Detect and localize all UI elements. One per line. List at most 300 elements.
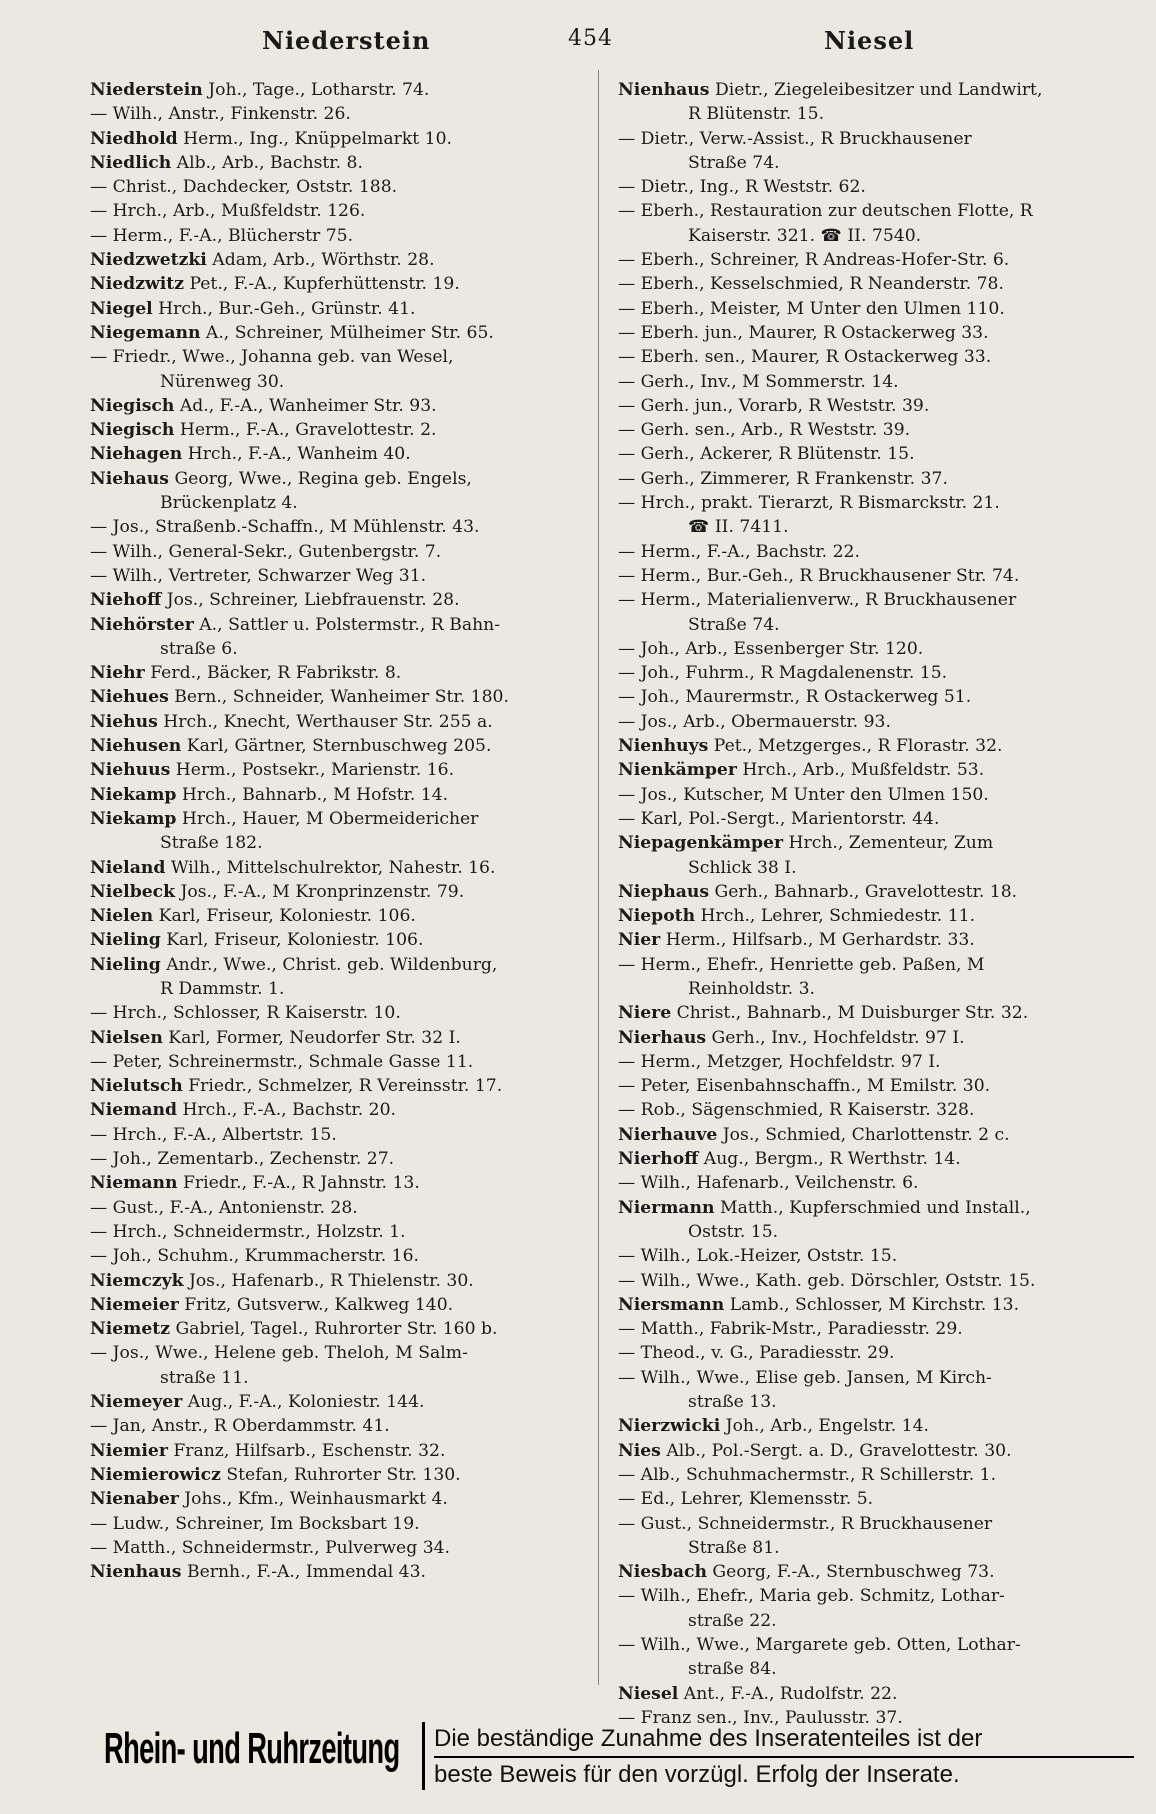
entry-details: Kaiserstr. 321. ☎ II. 7540. bbox=[688, 225, 922, 246]
directory-entry bbox=[618, 1390, 1123, 1414]
directory-entry bbox=[618, 977, 1123, 1001]
directory-entry bbox=[618, 1123, 1123, 1147]
directory-entry bbox=[618, 394, 1123, 418]
directory-entry bbox=[90, 1123, 590, 1147]
entry-surname: Niemeyer bbox=[90, 1392, 183, 1413]
directory-entry bbox=[618, 321, 1123, 345]
entry-details: Franz, Hilfsarb., Eschenstr. 32. bbox=[167, 1440, 446, 1461]
directory-entry bbox=[618, 102, 1123, 126]
directory-entry bbox=[90, 515, 590, 539]
directory-entry bbox=[90, 224, 590, 248]
entry-details: — Herm., Metzger, Hochfeldstr. 97 I. bbox=[618, 1051, 941, 1072]
directory-entry bbox=[618, 467, 1123, 491]
directory-entry bbox=[618, 1487, 1123, 1511]
entry-details: — Hrch., F.-A., Albertstr. 15. bbox=[90, 1124, 337, 1145]
directory-entry bbox=[90, 880, 590, 904]
entry-details: Straße 74. bbox=[688, 614, 780, 635]
directory-entry bbox=[618, 685, 1123, 709]
entry-details: — Eberh., Schreiner, R Andreas-Hofer-Str. 6. bbox=[618, 250, 1010, 271]
directory-entry bbox=[618, 1171, 1123, 1195]
directory-entry bbox=[90, 418, 590, 442]
header-left-keyword: Niederstein bbox=[262, 26, 431, 55]
entry-surname: Niesbach bbox=[618, 1562, 707, 1583]
directory-entry bbox=[618, 1512, 1123, 1536]
entry-surname: Niegel bbox=[90, 298, 153, 319]
entry-details: Brückenplatz 4. bbox=[160, 493, 298, 514]
entry-details: — Wilh., Vertreter, Schwarzer Weg 31. bbox=[90, 565, 427, 586]
entry-details: — Joh., Arb., Essenberger Str. 120. bbox=[618, 638, 924, 659]
directory-entry bbox=[90, 588, 590, 612]
entry-details: — Hrch., Schlosser, R Kaiserstr. 10. bbox=[90, 1003, 401, 1024]
directory-entry bbox=[618, 661, 1123, 685]
entry-surname: Niehuus bbox=[90, 760, 171, 781]
entry-details: — Gerh., Zimmerer, R Frankenstr. 37. bbox=[618, 468, 948, 489]
entry-details: — Wilh., Hafenarb., Veilchenstr. 6. bbox=[618, 1173, 919, 1194]
directory-entry bbox=[618, 758, 1123, 782]
directory-entry bbox=[618, 151, 1123, 175]
directory-entry bbox=[618, 1414, 1123, 1438]
entry-details: Hrch., F.-A., Wanheim 40. bbox=[182, 444, 411, 465]
entry-surname: Nierhoff bbox=[618, 1149, 699, 1170]
entry-details: Nürenweg 30. bbox=[160, 371, 285, 392]
entry-surname: Niemann bbox=[90, 1173, 178, 1194]
entry-details: — Eberh., Restauration zur deutschen Flotte, R bbox=[618, 201, 1033, 222]
entry-surname: Niesel bbox=[618, 1683, 679, 1704]
entry-surname: Nienaber bbox=[90, 1489, 179, 1510]
entry-surname: Niedzwetzki bbox=[90, 250, 207, 271]
entry-details: — Alb., Schuhmachermstr., R Schillerstr. 1. bbox=[618, 1464, 997, 1485]
directory-entry bbox=[90, 1220, 590, 1244]
entry-surname: Niegisch bbox=[90, 420, 175, 441]
entry-surname: Nieland bbox=[90, 857, 166, 878]
entry-details: — Eberh., Meister, M Unter den Ulmen 110. bbox=[618, 298, 1005, 319]
directory-entry bbox=[618, 1244, 1123, 1268]
directory-entry bbox=[618, 564, 1123, 588]
directory-entry bbox=[90, 564, 590, 588]
directory-entry bbox=[90, 1390, 590, 1414]
directory-entry bbox=[618, 272, 1123, 296]
directory-entry bbox=[90, 904, 590, 928]
directory-entry bbox=[618, 1001, 1123, 1025]
entry-details: Aug., Bergm., R Werthstr. 14. bbox=[698, 1149, 961, 1170]
directory-entry bbox=[618, 345, 1123, 369]
entry-details: — Karl, Pol.-Sergt., Marientorstr. 44. bbox=[618, 808, 940, 829]
directory-entry bbox=[90, 370, 590, 394]
directory-entry bbox=[618, 953, 1123, 977]
directory-entry bbox=[90, 661, 590, 685]
directory-entry bbox=[618, 1074, 1123, 1098]
directory-entry bbox=[618, 1439, 1123, 1463]
entry-details: Lamb., Schlosser, M Kirchstr. 13. bbox=[724, 1294, 1020, 1315]
directory-entry bbox=[90, 1244, 590, 1268]
entry-details: Aug., F.-A., Koloniestr. 144. bbox=[182, 1392, 425, 1413]
entry-details: straße 13. bbox=[688, 1392, 777, 1413]
entry-surname: Niehues bbox=[90, 687, 169, 708]
entry-details: Friedr., Schmelzer, R Vereinsstr. 17. bbox=[182, 1076, 503, 1097]
directory-entry bbox=[90, 127, 590, 151]
entry-details: — Joh., Fuhrm., R Magdalenenstr. 15. bbox=[618, 663, 948, 684]
entry-details: — Wilh., Ehefr., Maria geb. Schmitz, Lothar- bbox=[618, 1586, 1005, 1607]
directory-entry bbox=[90, 1293, 590, 1317]
entry-details: Gerh., Inv., Hochfeldstr. 97 I. bbox=[706, 1027, 965, 1048]
directory-entry bbox=[90, 199, 590, 223]
directory-entry bbox=[618, 1196, 1123, 1220]
entry-surname: Niekamp bbox=[90, 784, 177, 805]
directory-entry bbox=[618, 442, 1123, 466]
directory-entry bbox=[618, 370, 1123, 394]
entry-details: — Jos., Straßenb.-Schaffn., M Mühlenstr. 43. bbox=[90, 517, 480, 538]
entry-surname: Niedlich bbox=[90, 152, 172, 173]
entry-details: — Dietr., Verw.-Assist., R Bruckhausener bbox=[618, 128, 972, 149]
directory-entry bbox=[618, 1220, 1123, 1244]
directory-entry bbox=[90, 710, 590, 734]
entry-details: Straße 74. bbox=[688, 152, 780, 173]
entry-details: Alb., Pol.-Sergt. a. D., Gravelottestr. 30. bbox=[660, 1440, 1012, 1461]
entry-details: — Jos., Wwe., Helene geb. Theloh, M Salm- bbox=[90, 1343, 468, 1364]
entry-surname: Niehusen bbox=[90, 736, 182, 757]
right-column bbox=[618, 78, 1123, 1730]
directory-entry bbox=[90, 1317, 590, 1341]
entry-details: Gerh., Bahnarb., Gravelottestr. 18. bbox=[709, 881, 1018, 902]
entry-details: — Hrch., Arb., Mußfeldstr. 126. bbox=[90, 201, 366, 222]
entry-details: Straße 81. bbox=[688, 1537, 780, 1558]
entry-surname: Niedzwitz bbox=[90, 274, 184, 295]
entry-surname: Niephaus bbox=[618, 881, 709, 902]
directory-entry bbox=[618, 199, 1123, 223]
directory-entry bbox=[618, 904, 1123, 928]
directory-entry bbox=[90, 856, 590, 880]
entry-details: Joh., Tage., Lotharstr. 74. bbox=[202, 80, 430, 100]
entry-surname: Niemczyk bbox=[90, 1270, 184, 1291]
directory-entry bbox=[90, 831, 590, 855]
newspaper-logo: Rhein- und Ruhrzeitung bbox=[104, 1724, 400, 1773]
entry-surname: Nienkämper bbox=[618, 760, 737, 781]
entry-details: Hrch., Hauer, M Obermeidericher bbox=[176, 808, 479, 829]
directory-entry bbox=[90, 783, 590, 807]
directory-entry bbox=[618, 1317, 1123, 1341]
directory-entry bbox=[618, 515, 1123, 539]
entry-surname: Nierzwicki bbox=[618, 1416, 721, 1437]
directory-entry bbox=[90, 1487, 590, 1511]
entry-details: — Matth., Fabrik-Mstr., Paradiesstr. 29. bbox=[618, 1319, 963, 1340]
entry-details: — Jos., Kutscher, M Unter den Ulmen 150. bbox=[618, 784, 989, 805]
entry-surname: Nierhaus bbox=[618, 1027, 707, 1048]
directory-entry bbox=[618, 1341, 1123, 1365]
directory-entry bbox=[618, 127, 1123, 151]
entry-details: Bernh., F.-A., Immendal 43. bbox=[181, 1562, 426, 1583]
entry-details: — Jos., Arb., Obermauerstr. 93. bbox=[618, 711, 891, 732]
entry-details: Pet., F.-A., Kupferhüttenstr. 19. bbox=[183, 274, 460, 295]
entry-surname: Niepagenkämper bbox=[618, 833, 784, 854]
directory-entry bbox=[90, 175, 590, 199]
entry-details: Hrch., F.-A., Bachstr. 20. bbox=[177, 1100, 396, 1121]
entry-details: — Joh., Maurermstr., R Ostackerweg 51. bbox=[618, 687, 972, 708]
entry-surname: Niehus bbox=[90, 711, 158, 732]
directory-entry bbox=[90, 1074, 590, 1098]
directory-entry bbox=[90, 272, 590, 296]
entry-details: straße 84. bbox=[688, 1659, 777, 1680]
entry-details: straße 11. bbox=[160, 1367, 249, 1388]
directory-entry bbox=[90, 734, 590, 758]
entry-surname: Niemier bbox=[90, 1440, 168, 1461]
entry-details: R Blütenstr. 15. bbox=[688, 104, 825, 125]
entry-details: Karl, Friseur, Koloniestr. 106. bbox=[153, 906, 416, 927]
directory-entry bbox=[90, 685, 590, 709]
left-column bbox=[90, 78, 590, 1584]
directory-entry bbox=[618, 491, 1123, 515]
page-number: 454 bbox=[568, 26, 613, 51]
advertisement-text bbox=[434, 1722, 1134, 1792]
entry-surname: Nier bbox=[618, 930, 661, 951]
entry-details: Friedr., F.-A., R Jahnstr. 13. bbox=[177, 1173, 420, 1194]
directory-entry bbox=[90, 613, 590, 637]
directory-entry bbox=[618, 613, 1123, 637]
entry-surname: Nienhaus bbox=[618, 80, 710, 100]
entry-details: Straße 182. bbox=[160, 833, 263, 854]
entry-details: Johs., Kfm., Weinhausmarkt 4. bbox=[178, 1489, 448, 1510]
directory-entry bbox=[90, 491, 590, 515]
entry-details: Karl, Former, Neudorfer Str. 32 I. bbox=[162, 1027, 461, 1048]
entry-details: — Jan, Anstr., R Oberdammstr. 41. bbox=[90, 1416, 390, 1437]
advertisement-line-2: beste Beweis für den vorzügl. Erfolg der Inserate. bbox=[434, 1756, 1134, 1792]
entry-surname: Niederstein bbox=[90, 80, 203, 100]
directory-entry bbox=[618, 637, 1123, 661]
directory-entry bbox=[618, 734, 1123, 758]
entry-surname: Niepoth bbox=[618, 906, 696, 927]
entry-details: R Dammstr. 1. bbox=[160, 978, 285, 999]
entry-details: Jos., Schmied, Charlottenstr. 2 c. bbox=[717, 1124, 1010, 1145]
entry-surname: Niedhold bbox=[90, 128, 178, 149]
entry-details: — Eberh., Kesselschmied, R Neanderstr. 78. bbox=[618, 274, 1004, 295]
entry-details: Reinholdstr. 3. bbox=[688, 978, 815, 999]
entry-details: Karl, Gärtner, Sternbuschweg 205. bbox=[181, 736, 492, 757]
directory-entry bbox=[618, 710, 1123, 734]
entry-details: Herm., Ing., Knüppelmarkt 10. bbox=[177, 128, 453, 149]
directory-entry bbox=[618, 880, 1123, 904]
entry-details: straße 6. bbox=[160, 638, 238, 659]
directory-entry bbox=[618, 540, 1123, 564]
entry-details: ☎ II. 7411. bbox=[688, 517, 789, 538]
entry-details: Stefan, Ruhrorter Str. 130. bbox=[220, 1464, 461, 1485]
directory-entry bbox=[618, 1269, 1123, 1293]
entry-details: Herm., Postsekr., Marienstr. 16. bbox=[170, 760, 455, 781]
entry-surname: Niemetz bbox=[90, 1319, 170, 1340]
entry-details: — Gust., F.-A., Antonienstr. 28. bbox=[90, 1197, 358, 1218]
entry-details: — Gerh. jun., Vorarb, R Weststr. 39. bbox=[618, 395, 930, 416]
directory-entry bbox=[90, 442, 590, 466]
entry-details: Georg, Wwe., Regina geb. Engels, bbox=[168, 468, 472, 489]
directory-entry bbox=[90, 928, 590, 952]
entry-details: A., Sattler u. Polstermstr., R Bahn- bbox=[193, 614, 501, 635]
entry-details: Hrch., Knecht, Werthauser Str. 255 a. bbox=[157, 711, 493, 732]
entry-surname: Niehaus bbox=[90, 468, 169, 489]
entry-details: Joh., Arb., Engelstr. 14. bbox=[720, 1416, 930, 1437]
directory-entry bbox=[90, 394, 590, 418]
entry-details: Ad., F.-A., Wanheimer Str. 93. bbox=[174, 395, 437, 416]
directory-entry bbox=[618, 248, 1123, 272]
entry-details: — Gerh. sen., Arb., R Weststr. 39. bbox=[618, 420, 911, 441]
directory-entry bbox=[618, 928, 1123, 952]
entry-details: — Rob., Sägenschmied, R Kaiserstr. 328. bbox=[618, 1100, 975, 1121]
directory-entry bbox=[90, 1463, 590, 1487]
entry-details: — Joh., Schuhm., Krummacherstr. 16. bbox=[90, 1246, 420, 1267]
entry-details: — Wilh., General-Sekr., Gutenbergstr. 7. bbox=[90, 541, 442, 562]
entry-details: — Wilh., Lok.-Heizer, Oststr. 15. bbox=[618, 1246, 898, 1267]
directory-entry bbox=[90, 297, 590, 321]
entry-details: — Peter, Eisenbahnschaffn., M Emilstr. 30. bbox=[618, 1076, 991, 1097]
entry-details: Hrch., Bahnarb., M Hofstr. 14. bbox=[176, 784, 449, 805]
entry-details: — Wilh., Wwe., Margarete geb. Otten, Lothar- bbox=[618, 1635, 1021, 1655]
entry-details: Hrch., Arb., Mußfeldstr. 53. bbox=[736, 760, 985, 781]
directory-entry bbox=[618, 1293, 1123, 1317]
directory-entry bbox=[90, 758, 590, 782]
directory-entry bbox=[618, 1609, 1123, 1633]
entry-details: — Ed., Lehrer, Klemensstr. 5. bbox=[618, 1489, 874, 1510]
entry-details: — Gerh., Inv., M Sommerstr. 14. bbox=[618, 371, 899, 392]
entry-details: — Eberh. jun., Maurer, R Ostackerweg 33. bbox=[618, 322, 989, 343]
directory-entry bbox=[90, 1366, 590, 1390]
entry-details: A., Schreiner, Mülheimer Str. 65. bbox=[200, 322, 494, 343]
entry-surname: Nielutsch bbox=[90, 1076, 183, 1097]
entry-details: Dietr., Ziegeleibesitzer und Landwirt, bbox=[709, 80, 1043, 100]
directory-entry bbox=[618, 588, 1123, 612]
entry-surname: Niegisch bbox=[90, 395, 175, 416]
entry-details: Herm., Hilfsarb., M Gerhardstr. 33. bbox=[660, 930, 975, 951]
entry-surname: Niemierowicz bbox=[90, 1464, 221, 1485]
directory-entry bbox=[90, 1512, 590, 1536]
entry-details: — Herm., F.-A., Bachstr. 22. bbox=[618, 541, 860, 562]
entry-surname: Niemand bbox=[90, 1100, 178, 1121]
entry-surname: Niehr bbox=[90, 663, 145, 684]
entry-surname: Nienhuys bbox=[618, 736, 709, 757]
entry-surname: Niermann bbox=[618, 1197, 715, 1218]
entry-surname: Niekamp bbox=[90, 808, 177, 829]
directory-entry bbox=[618, 224, 1123, 248]
entry-details: — Eberh. sen., Maurer, R Ostackerweg 33. bbox=[618, 347, 992, 368]
directory-entry bbox=[618, 1366, 1123, 1390]
entry-details: — Herm., Bur.-Geh., R Bruckhausener Str. 74. bbox=[618, 565, 1020, 586]
entry-details: — Gerh., Ackerer, R Blütenstr. 15. bbox=[618, 444, 915, 465]
directory-entry bbox=[90, 1560, 590, 1584]
column-divider bbox=[598, 70, 599, 1685]
directory-entry bbox=[618, 418, 1123, 442]
entry-details: Andr., Wwe., Christ. geb. Wildenburg, bbox=[160, 954, 498, 975]
entry-details: — Herm., Ehefr., Henriette geb. Paßen, M bbox=[618, 954, 985, 975]
entry-details: — Matth., Schneidermstr., Pulverweg 34. bbox=[90, 1537, 451, 1558]
directory-entry bbox=[618, 831, 1123, 855]
directory-entry bbox=[618, 1560, 1123, 1584]
directory-entry bbox=[90, 1001, 590, 1025]
entry-details: — Christ., Dachdecker, Oststr. 188. bbox=[90, 177, 398, 198]
entry-surname: Niehagen bbox=[90, 444, 183, 465]
directory-entry bbox=[90, 953, 590, 977]
directory-entry bbox=[90, 637, 590, 661]
header-right-keyword: Niesel bbox=[824, 26, 915, 55]
entry-details: Bern., Schneider, Wanheimer Str. 180. bbox=[168, 687, 509, 708]
directory-entry bbox=[90, 1439, 590, 1463]
entry-surname: Niersmann bbox=[618, 1294, 725, 1315]
directory-entry bbox=[618, 1463, 1123, 1487]
entry-details: Karl, Friseur, Koloniestr. 106. bbox=[160, 930, 424, 951]
directory-entry bbox=[618, 783, 1123, 807]
directory-entry bbox=[618, 175, 1123, 199]
entry-details: — Dietr., Ing., R Weststr. 62. bbox=[618, 177, 866, 198]
directory-entry bbox=[90, 102, 590, 126]
entry-details: Wilh., Mittelschulrektor, Nahestr. 16. bbox=[165, 857, 496, 878]
entry-details: Ferd., Bäcker, R Fabrikstr. 8. bbox=[144, 663, 402, 684]
directory-entry bbox=[618, 1026, 1123, 1050]
directory-entry bbox=[90, 1171, 590, 1195]
directory-entry bbox=[618, 1633, 1123, 1657]
directory-entry bbox=[90, 151, 590, 175]
directory-entry bbox=[90, 977, 590, 1001]
directory-entry bbox=[90, 1536, 590, 1560]
directory-entry bbox=[618, 856, 1123, 880]
entry-details: — Theod., v. G., Paradiesstr. 29. bbox=[618, 1343, 895, 1364]
entry-surname: Niemeier bbox=[90, 1294, 179, 1315]
directory-entry bbox=[90, 321, 590, 345]
advertisement-line-1: Die beständige Zunahme des Inseratenteiles ist der bbox=[434, 1725, 983, 1752]
entry-surname: Niere bbox=[618, 1003, 672, 1024]
directory-entry bbox=[90, 467, 590, 491]
entry-details: — Wilh., Anstr., Finkenstr. 26. bbox=[90, 104, 351, 125]
directory-entry bbox=[618, 1657, 1123, 1681]
directory-entry bbox=[90, 345, 590, 369]
entry-details: Hrch., Zementeur, Zum bbox=[783, 833, 994, 854]
directory-entry bbox=[90, 1196, 590, 1220]
directory-entry bbox=[618, 1147, 1123, 1171]
entry-surname: Nieling bbox=[90, 954, 161, 975]
entry-details: — Herm., F.-A., Blücherstr 75. bbox=[90, 225, 354, 246]
entry-details: Alb., Arb., Bachstr. 8. bbox=[171, 152, 363, 173]
directory-entry bbox=[618, 1536, 1123, 1560]
entry-surname: Nieling bbox=[90, 930, 161, 951]
entry-details: Adam, Arb., Wörthstr. 28. bbox=[206, 250, 435, 271]
directory-entry bbox=[90, 1341, 590, 1365]
directory-entry bbox=[618, 1584, 1123, 1608]
entry-surname: Nielen bbox=[90, 906, 154, 927]
directory-entry bbox=[618, 807, 1123, 831]
entry-surname: Nielbeck bbox=[90, 881, 176, 902]
directory-entry bbox=[90, 1050, 590, 1074]
entry-details: Fritz, Gutsverw., Kalkweg 140. bbox=[178, 1294, 454, 1315]
footer-divider bbox=[422, 1722, 425, 1790]
entry-surname: Nienhaus bbox=[90, 1562, 182, 1583]
directory-entry bbox=[90, 540, 590, 564]
entry-details: — Herm., Materialienverw., R Bruckhausener bbox=[618, 590, 1017, 611]
directory-entry bbox=[90, 78, 590, 102]
entry-details: Hrch., Lehrer, Schmiedestr. 11. bbox=[695, 906, 976, 927]
entry-details: — Friedr., Wwe., Johanna geb. van Wesel, bbox=[90, 347, 454, 368]
entry-details: straße 22. bbox=[688, 1610, 777, 1631]
directory-entry bbox=[618, 1098, 1123, 1122]
entry-surname: Niehoff bbox=[90, 590, 162, 611]
entry-details: Jos., Schreiner, Liebfrauenstr. 28. bbox=[161, 590, 460, 611]
entry-details: Ant., F.-A., Rudolfstr. 22. bbox=[678, 1683, 898, 1704]
entry-details: Gabriel, Tagel., Ruhrorter Str. 160 b. bbox=[170, 1319, 498, 1340]
directory-entry bbox=[90, 1269, 590, 1293]
directory-entry bbox=[618, 78, 1123, 102]
entry-details: Matth., Kupferschmied und Install., bbox=[714, 1197, 1031, 1218]
entry-details: — Hrch., Schneidermstr., Holzstr. 1. bbox=[90, 1221, 406, 1242]
advertisement-footer bbox=[104, 1720, 1134, 1792]
directory-entry bbox=[90, 1147, 590, 1171]
entry-surname: Nies bbox=[618, 1440, 661, 1461]
entry-surname: Nierhauve bbox=[618, 1124, 718, 1145]
entry-details: Hrch., Bur.-Geh., Grünstr. 41. bbox=[152, 298, 416, 319]
directory-entry bbox=[90, 1414, 590, 1438]
entry-surname: Nielsen bbox=[90, 1027, 163, 1048]
